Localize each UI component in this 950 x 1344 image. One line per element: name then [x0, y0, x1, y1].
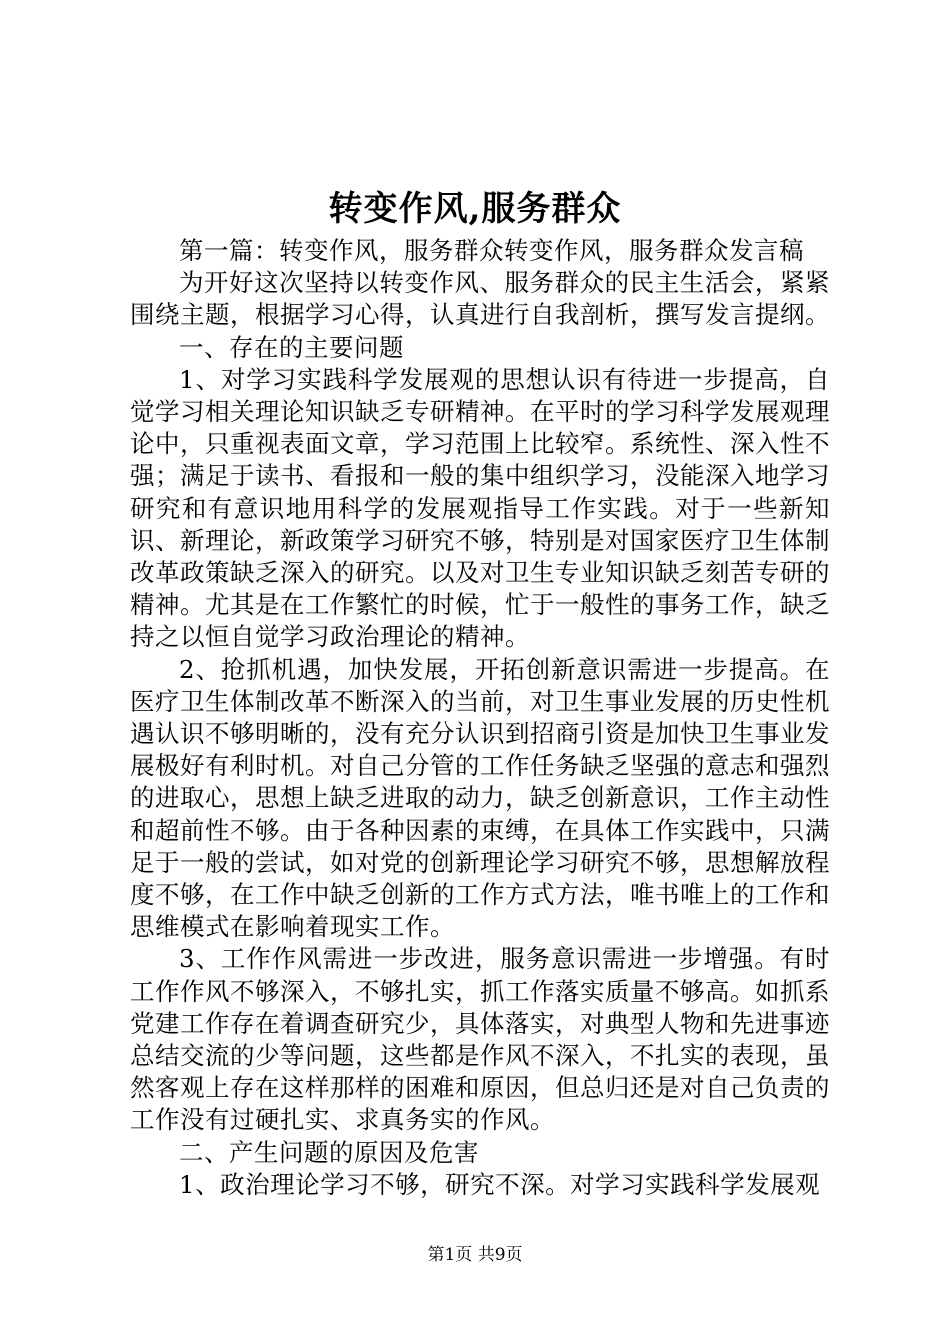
document-body	[130, 235, 830, 1201]
paragraph-item-3: 3、工作作风需进一步改进，服务意识需进一步增强。有时工作作风不够深入，不够扎实，抓工作落实质量不够高。如抓系党建工作存在着调查研究少，具体落实，对典型人物和先进事迹总结交流的少等问题，这些都是作风不深入，不扎实的表现，虽然客观上存在这样那样的困难和原因，但总归还是对自己负责的工作没有过硬扎实、求真务实的作风。	[130, 944, 830, 1135]
paragraph-intro: 为开好这次坚持以转变作风、服务群众的民主生活会，紧紧围绕主题，根据学习心得，认真进行自我剖析，撰写发言提纲。	[130, 268, 830, 330]
page-number-footer: 第1页 共9页	[427, 1245, 523, 1265]
section-heading-2: 二、产生问题的原因及危害	[179, 1137, 479, 1167]
paragraph-item-2: 2、抢抓机遇，加快发展，开拓创新意识需进一步提高。在医疗卫生体制改革不断深入的当前，对卫生事业发展的历史性机遇认识不够明晰的，没有充分认识到招商引资是加快卫生事业发展极好有利时机。对自己分管的工作任务缺乏坚强的意志和强烈的进取心，思想上缺乏进取的动力，缺乏创新意识，工作主动性和超前性不够。由于各种因素的束缚，在具体工作实践中，只满足于一般的尝试，如对党的创新理论学习研究不够，思想解放程度不够，在工作中缺乏创新的工作方式方法，唯书唯上的工作和思维模式在影响着现实工作。	[130, 654, 830, 942]
paragraph-item-1: 1、对学习实践科学发展观的思想认识有待进一步提高，自觉学习相关理论知识缺乏专研精神。在平时的学习科学发展观理论中，只重视表面文章，学习范围上比较窄。系统性、深入性不强；满足于读书、看报和一般的集中组织学习，没能深入地学习研究和有意识地用科学的发展观指导工作实践。对于一些新知识、新理论，新政策学习研究不够，特别是对国家医疗卫生体制改革政策缺乏深入的研究。以及对卫生专业知识缺乏刻苦专研的精神。尤其是在工作繁忙的时候，忙于一般性的事务工作，缺乏持之以恒自觉学习政治理论的精神。	[130, 364, 830, 652]
document-title: 转变作风,服务群众	[328, 189, 622, 229]
paragraph-heading: 第一篇：转变作风，服务群众转变作风，服务群众发言稿	[179, 236, 804, 265]
paragraph-item-4: 1、政治理论学习不够，研究不深。对学习实践科学发展观	[179, 1169, 821, 1199]
section-heading-1: 一、存在的主要问题	[179, 332, 404, 362]
